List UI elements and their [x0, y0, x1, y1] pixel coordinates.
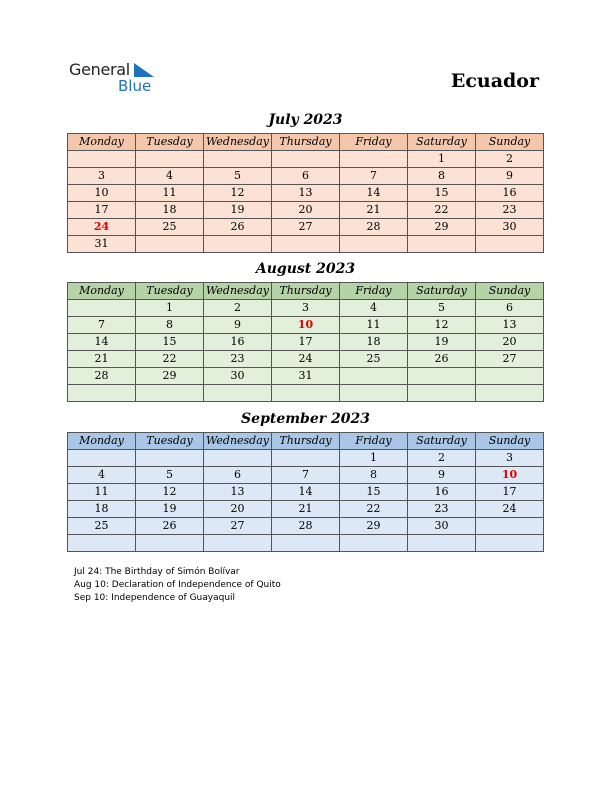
empty-day-cell — [204, 385, 272, 402]
day-cell: 4 — [340, 300, 408, 317]
empty-day-cell — [340, 535, 408, 552]
day-cell: 1 — [340, 450, 408, 467]
calendar-september — [67, 432, 544, 552]
day-cell: 6 — [476, 300, 544, 317]
day-cell: 7 — [272, 467, 340, 484]
holiday-note: Aug 10: Declaration of Independence of Quito — [74, 580, 281, 590]
day-cell: 8 — [340, 467, 408, 484]
holiday-day-cell: 10 — [272, 317, 340, 334]
empty-day-cell — [272, 535, 340, 552]
day-cell: 12 — [136, 484, 204, 501]
day-cell: 16 — [476, 185, 544, 202]
day-cell: 23 — [408, 501, 476, 518]
weekday-thursday: Thursday — [272, 134, 340, 151]
week-row — [68, 219, 544, 236]
day-cell: 31 — [68, 236, 136, 253]
brand-logo — [69, 60, 169, 96]
holiday-notes — [74, 566, 281, 605]
day-cell: 13 — [272, 185, 340, 202]
week-row — [68, 484, 544, 501]
weekday-saturday: Saturday — [408, 433, 476, 450]
calendar-august — [67, 282, 544, 402]
day-cell: 30 — [408, 518, 476, 535]
weekday-wednesday: Wednesday — [204, 283, 272, 300]
day-cell: 21 — [272, 501, 340, 518]
day-cell: 25 — [136, 219, 204, 236]
empty-day-cell — [476, 535, 544, 552]
empty-day-cell — [408, 385, 476, 402]
day-cell: 13 — [204, 484, 272, 501]
day-cell: 27 — [272, 219, 340, 236]
day-cell: 4 — [136, 168, 204, 185]
day-cell: 26 — [204, 219, 272, 236]
week-row — [68, 317, 544, 334]
week-row — [68, 168, 544, 185]
weekday-sunday: Sunday — [476, 433, 544, 450]
day-cell: 29 — [340, 518, 408, 535]
weekday-friday: Friday — [340, 433, 408, 450]
week-row — [68, 185, 544, 202]
day-cell: 26 — [408, 351, 476, 368]
empty-day-cell — [136, 236, 204, 253]
day-cell: 8 — [408, 168, 476, 185]
day-cell: 3 — [272, 300, 340, 317]
day-cell: 24 — [476, 501, 544, 518]
day-cell: 6 — [272, 168, 340, 185]
day-cell: 20 — [476, 334, 544, 351]
day-cell: 10 — [68, 185, 136, 202]
day-cell: 17 — [476, 484, 544, 501]
empty-day-cell — [340, 151, 408, 168]
holiday-note: Jul 24: The Birthday of Simón Bolívar — [74, 567, 240, 577]
weekday-monday: Monday — [68, 134, 136, 151]
weekday-friday: Friday — [340, 134, 408, 151]
day-cell: 6 — [204, 467, 272, 484]
weekday-sunday: Sunday — [476, 283, 544, 300]
weekday-tuesday: Tuesday — [136, 283, 204, 300]
empty-day-cell — [68, 385, 136, 402]
day-cell: 12 — [408, 317, 476, 334]
weekday-sunday: Sunday — [476, 134, 544, 151]
day-cell: 14 — [340, 185, 408, 202]
day-cell: 21 — [340, 202, 408, 219]
day-cell: 20 — [272, 202, 340, 219]
weekday-header-row — [68, 283, 544, 300]
day-cell: 28 — [340, 219, 408, 236]
day-cell: 2 — [204, 300, 272, 317]
day-cell: 4 — [68, 467, 136, 484]
day-cell: 19 — [408, 334, 476, 351]
day-cell: 18 — [340, 334, 408, 351]
country-title: Ecuador — [450, 70, 539, 92]
week-row — [68, 535, 544, 552]
empty-day-cell — [136, 535, 204, 552]
weekday-header-row — [68, 134, 544, 151]
day-cell: 9 — [204, 317, 272, 334]
empty-day-cell — [204, 450, 272, 467]
weekday-saturday: Saturday — [408, 283, 476, 300]
day-cell: 23 — [476, 202, 544, 219]
day-cell: 2 — [408, 450, 476, 467]
week-row — [68, 501, 544, 518]
day-cell: 22 — [408, 202, 476, 219]
day-cell: 16 — [204, 334, 272, 351]
day-cell: 15 — [340, 484, 408, 501]
day-cell: 25 — [68, 518, 136, 535]
calendar-july — [67, 133, 544, 253]
empty-day-cell — [408, 236, 476, 253]
weekday-tuesday: Tuesday — [136, 134, 204, 151]
logo-text-blue: Blue — [118, 77, 152, 95]
month-title-july: July 2023 — [268, 112, 343, 128]
day-cell: 15 — [136, 334, 204, 351]
day-cell: 8 — [136, 317, 204, 334]
day-cell: 7 — [340, 168, 408, 185]
empty-day-cell — [68, 450, 136, 467]
holiday-note: Sep 10: Independence of Guayaquil — [74, 593, 236, 603]
day-cell: 2 — [476, 151, 544, 168]
weekday-friday: Friday — [340, 283, 408, 300]
day-cell: 25 — [340, 351, 408, 368]
empty-day-cell — [68, 535, 136, 552]
day-cell: 9 — [408, 467, 476, 484]
week-row — [68, 236, 544, 253]
empty-day-cell — [272, 151, 340, 168]
day-cell: 18 — [68, 501, 136, 518]
week-row — [68, 368, 544, 385]
day-cell: 28 — [68, 368, 136, 385]
week-row — [68, 467, 544, 484]
week-row — [68, 351, 544, 368]
empty-day-cell — [272, 450, 340, 467]
day-cell: 22 — [136, 351, 204, 368]
day-cell: 17 — [68, 202, 136, 219]
weekday-thursday: Thursday — [272, 283, 340, 300]
weekday-monday: Monday — [68, 283, 136, 300]
empty-day-cell — [136, 385, 204, 402]
empty-day-cell — [408, 368, 476, 385]
day-cell: 29 — [136, 368, 204, 385]
month-title-september: September 2023 — [241, 411, 370, 427]
day-cell: 13 — [476, 317, 544, 334]
empty-day-cell — [476, 236, 544, 253]
day-cell: 11 — [136, 185, 204, 202]
weekday-wednesday: Wednesday — [204, 433, 272, 450]
empty-day-cell — [476, 368, 544, 385]
day-cell: 18 — [136, 202, 204, 219]
day-cell: 1 — [136, 300, 204, 317]
day-cell: 3 — [68, 168, 136, 185]
weekday-monday: Monday — [68, 433, 136, 450]
empty-day-cell — [204, 535, 272, 552]
day-cell: 30 — [204, 368, 272, 385]
empty-day-cell — [272, 236, 340, 253]
day-cell: 16 — [408, 484, 476, 501]
empty-day-cell — [340, 368, 408, 385]
weekday-wednesday: Wednesday — [204, 134, 272, 151]
day-cell: 27 — [204, 518, 272, 535]
month-title-august: August 2023 — [255, 261, 356, 277]
day-cell: 7 — [68, 317, 136, 334]
day-cell: 17 — [272, 334, 340, 351]
day-cell: 12 — [204, 185, 272, 202]
day-cell: 9 — [476, 168, 544, 185]
day-cell: 5 — [408, 300, 476, 317]
empty-day-cell — [476, 518, 544, 535]
weekday-thursday: Thursday — [272, 433, 340, 450]
week-row — [68, 450, 544, 467]
empty-day-cell — [68, 151, 136, 168]
day-cell: 5 — [204, 168, 272, 185]
day-cell: 5 — [136, 467, 204, 484]
empty-day-cell — [340, 385, 408, 402]
day-cell: 19 — [136, 501, 204, 518]
day-cell: 21 — [68, 351, 136, 368]
weekday-tuesday: Tuesday — [136, 433, 204, 450]
day-cell: 11 — [340, 317, 408, 334]
holiday-day-cell: 24 — [68, 219, 136, 236]
day-cell: 1 — [408, 151, 476, 168]
day-cell: 19 — [204, 202, 272, 219]
empty-day-cell — [136, 450, 204, 467]
empty-day-cell — [272, 385, 340, 402]
empty-day-cell — [204, 236, 272, 253]
day-cell: 31 — [272, 368, 340, 385]
day-cell: 23 — [204, 351, 272, 368]
empty-day-cell — [476, 385, 544, 402]
weekday-header-row — [68, 433, 544, 450]
day-cell: 3 — [476, 450, 544, 467]
week-row — [68, 202, 544, 219]
week-row — [68, 334, 544, 351]
day-cell: 11 — [68, 484, 136, 501]
week-row — [68, 518, 544, 535]
week-row — [68, 300, 544, 317]
day-cell: 29 — [408, 219, 476, 236]
day-cell: 27 — [476, 351, 544, 368]
empty-day-cell — [204, 151, 272, 168]
weekday-saturday: Saturday — [408, 134, 476, 151]
day-cell: 28 — [272, 518, 340, 535]
empty-day-cell — [136, 151, 204, 168]
day-cell: 20 — [204, 501, 272, 518]
day-cell: 22 — [340, 501, 408, 518]
day-cell: 14 — [272, 484, 340, 501]
day-cell: 26 — [136, 518, 204, 535]
logo-text-general: General — [69, 60, 130, 79]
day-cell: 15 — [408, 185, 476, 202]
empty-day-cell — [340, 236, 408, 253]
week-row — [68, 151, 544, 168]
day-cell: 30 — [476, 219, 544, 236]
holiday-day-cell: 10 — [476, 467, 544, 484]
empty-day-cell — [68, 300, 136, 317]
day-cell: 14 — [68, 334, 136, 351]
empty-day-cell — [408, 535, 476, 552]
week-row — [68, 385, 544, 402]
day-cell: 24 — [272, 351, 340, 368]
